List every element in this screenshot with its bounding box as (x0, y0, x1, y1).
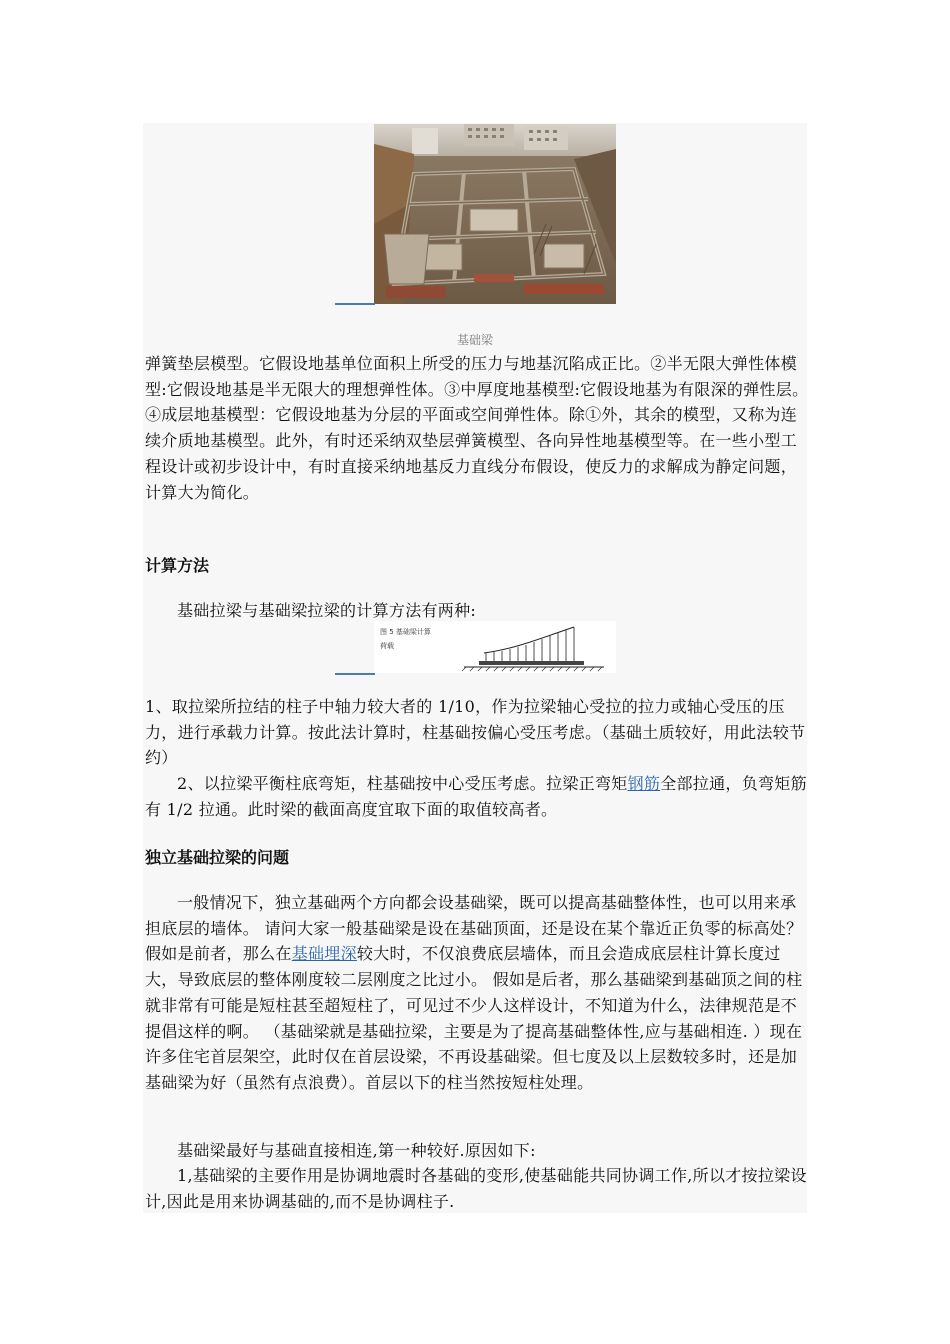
diagram-label-title: 图 5 基础梁计算 (380, 628, 431, 636)
figure-caption: 基础梁 (456, 333, 493, 347)
image-link-underline-2[interactable] (335, 673, 375, 675)
paragraph-foundation-models: 弹簧垫层模型。它假设地基单位面积上所受的压力与地基沉陷成正比。②半无限大弹性体模型:它假设地基是半无限大的理想弹性体。③中厚度地基模型:它假设地基为有限深的弹性层。④成层地基模型：它假设地基为分层的平面或空间弹性体。除①外，其余的模型，又称为连续介质地基模型。此外，有时还采纳双垫层弹簧模型、各向异性地基模型等。在一些小型工程设计或初步设计中，有时直接采纳地基反力直线分布假设，使反力的求解成为静定问题，计算大为简化。 (145, 354, 809, 502)
beam-calculation-diagram (374, 621, 616, 673)
method-2-text-a: 2、以拉梁平衡柱底弯矩，柱基础按中心受压考虑。拉梁正弯矩 (177, 774, 628, 793)
discussion-text-a: 一般情况下，独立基础两个方向都会设基础梁，既可以提高基础整体性，也可以用来承担底层的墙体。 请问大家一般基础梁是设在基础顶面，还是设在某个靠近正负零的标高处？ 假如是前者，那么在 (145, 893, 803, 964)
paragraph-direct-connection: 基础梁最好与基础直接相连,第一种较好.原因如下: (177, 1141, 536, 1160)
discussion-text-b: 较大时，不仅浪费底层墙体，而且会造成底层柱计算长度过大，导致底层的整体刚度较二层刚度之比过小。 假如是后者，那么基础梁到基础顶之间的柱就非常有可能是短柱甚至超短柱了，可见过不少人这样设计，不知道为什么，法律规范是不提倡这样的啊。 （基础梁就是基础拉梁，主要是为了提高基础整体性,应与基础相连. ）现在许多住宅首层架空，此时仅在首层设梁，不再设基础梁。但七度及以上层数较多时，还是加基础梁为好（虽然有点浪费）。首层以下的柱当然按短柱处理。 (145, 944, 803, 1092)
image-link-underline[interactable] (335, 303, 375, 305)
foundation-beam-photo (374, 124, 616, 304)
diagram-label-load: 荷载 (380, 642, 394, 650)
paragraph-reason-1: 1,基础梁的主要作用是协调地震时各基础的变形,使基础能共同协调工作,所以才按拉梁设计,因此是用来协调基础的,而不是协调柱子. (145, 1166, 807, 1211)
method-2-text-b: 全部拉通，负弯矩筋有 1/2 拉通。此时梁的截面高度宜取下面的取值较高者。 (145, 774, 807, 819)
section-heading-tie-beam-issue: 独立基础拉梁的问题 (145, 848, 290, 867)
paragraph-method-2 (145, 771, 809, 822)
link-rebar[interactable]: 钢筋 (627, 774, 661, 793)
link-foundation-depth[interactable]: 基础埋深 (291, 944, 357, 964)
section-heading-calc-method: 计算方法 (145, 556, 210, 575)
paragraph-tie-beam-discussion (145, 890, 809, 1096)
paragraph-method-1: 1、取拉梁所拉结的柱子中轴力较大者的 1/10，作为拉梁轴心受拉的拉力或轴心受压的压力，进行承载力计算。按此法计算时，柱基础按偏心受压考虑。（基础土质较好，用此法较节约） (145, 697, 806, 768)
paragraph-calc-intro: 基础拉梁与基础梁拉梁的计算方法有两种: (177, 601, 477, 620)
